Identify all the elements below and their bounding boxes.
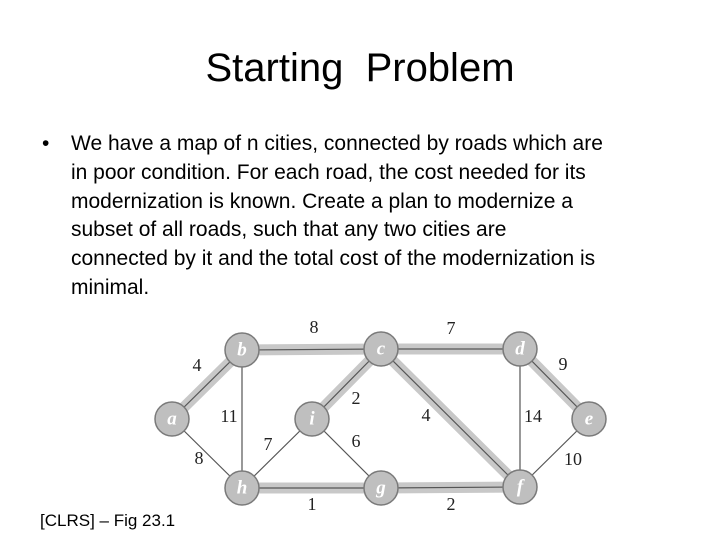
edge-weight-c-d: 7 — [446, 318, 456, 339]
node-d — [503, 332, 537, 366]
edge-weight-f-g: 2 — [446, 494, 456, 515]
node-label-e: e — [584, 408, 594, 430]
edge-weight-b-c: 8 — [309, 317, 319, 338]
node-label-f: f — [516, 476, 524, 498]
edge-weight-d-e: 9 — [558, 354, 568, 375]
edge-weight-a-h: 8 — [194, 448, 204, 469]
slide-title: Starting Problem — [205, 46, 515, 90]
edge-weight-d-f: 14 — [524, 406, 542, 427]
edge-weight-c-f: 4 — [421, 405, 431, 426]
node-label-c: c — [376, 338, 386, 360]
figure-caption: [CLRS] – Fig 23.1 — [40, 511, 176, 530]
node-i — [295, 402, 329, 436]
node-label-h: h — [236, 477, 248, 499]
edge-weight-g-i: 6 — [351, 431, 361, 452]
node-label-g: g — [376, 477, 386, 499]
edge-weight-h-i: 7 — [263, 434, 273, 455]
node-label-a: a — [167, 408, 177, 430]
edge-weight-g-h: 1 — [307, 494, 317, 515]
node-label-b: b — [237, 339, 247, 361]
edge-weight-c-i: 2 — [351, 388, 361, 409]
node-g — [364, 471, 398, 505]
node-label-i: i — [309, 408, 315, 430]
edge-weight-a-b: 4 — [192, 355, 202, 376]
node-h — [225, 471, 259, 505]
edge-c-f — [381, 349, 520, 487]
node-b — [225, 333, 259, 367]
node-c — [364, 332, 398, 366]
edge-weight-e-f: 10 — [564, 449, 582, 470]
bullet-dot: • — [42, 132, 50, 155]
edge-weight-b-h: 11 — [220, 406, 238, 427]
node-f — [503, 470, 537, 504]
node-e — [572, 402, 606, 436]
bullet-text: We have a map of n cities, connected by roads which are in poor condition. For each road, the cost needed for its modernization is known. Create a plan to modernize a subset of all roads, such that any two cities are connected by it and the total cost of the modernization is minimal. — [71, 132, 603, 299]
node-label-d: d — [515, 338, 525, 360]
node-a — [155, 402, 189, 436]
